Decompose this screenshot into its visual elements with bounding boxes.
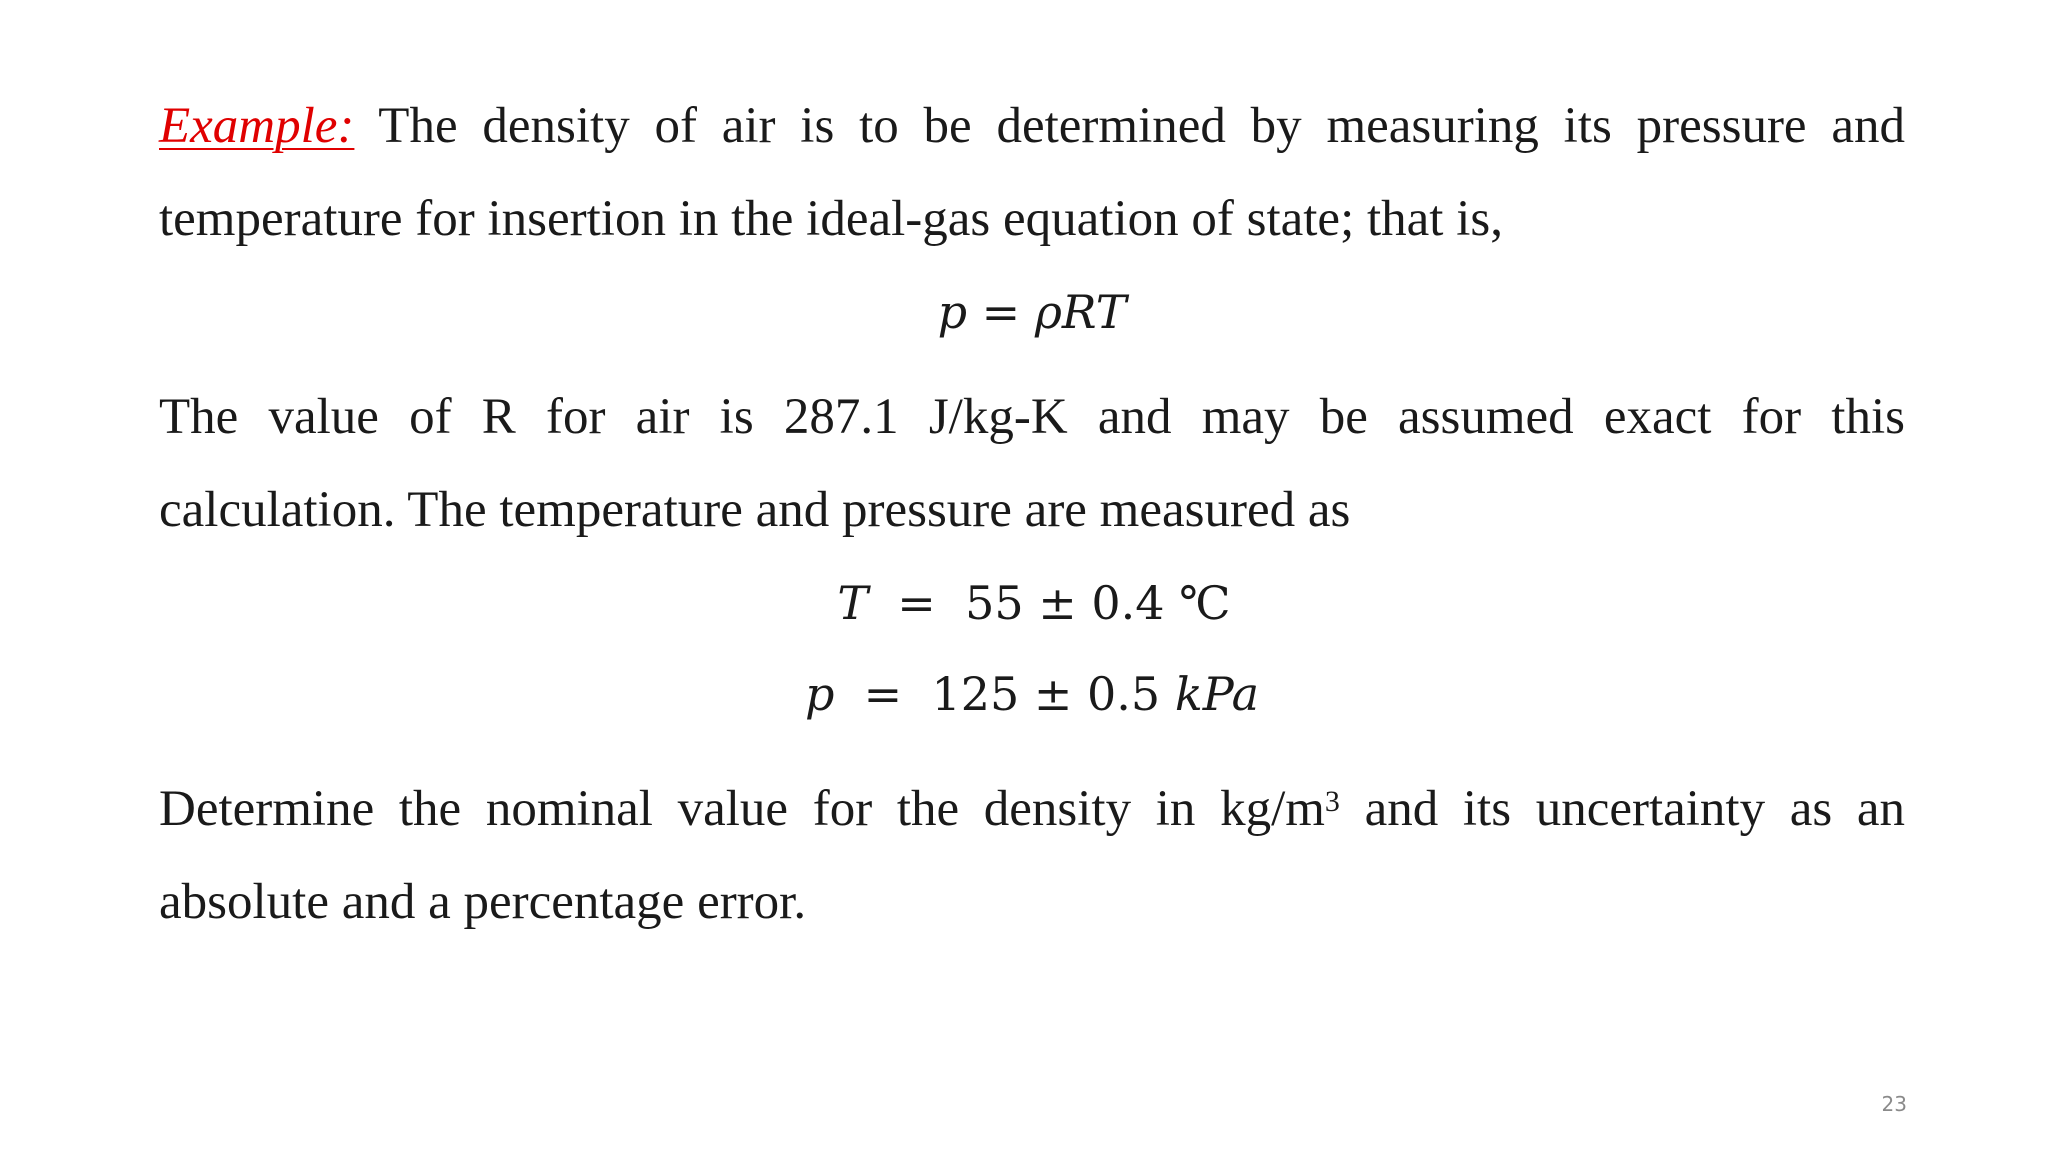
pressure-symbol: p (804, 667, 835, 721)
question-paragraph (159, 763, 1905, 949)
r-value-paragraph (159, 371, 1905, 557)
temperature-equals: = (868, 576, 966, 630)
superscript-three: 3 (1324, 785, 1340, 818)
question-line-2: absolute and a percentage error. (159, 874, 807, 930)
temperature-equation (159, 557, 1905, 650)
spacer (159, 359, 1905, 371)
equation-lhs: p (937, 285, 968, 339)
ideal-gas-equation (159, 266, 1905, 359)
temperature-value: 55 ± 0.4 ℃ (965, 576, 1231, 630)
example-paragraph (159, 80, 1905, 266)
r-value-line-2: calculation. The temperature and pressure are measured as (159, 482, 1351, 538)
question-line-1 (159, 763, 1905, 856)
example-line-2: temperature for insertion in the ideal-gas equation of state; that is, (159, 191, 1503, 247)
temperature-symbol: T (837, 576, 869, 630)
equation-equals: = (967, 285, 1035, 339)
pressure-unit: kPa (1174, 667, 1260, 721)
equation-rhs: ρRT (1034, 285, 1127, 339)
pressure-equals: = (834, 667, 932, 721)
example-line-1-text: The density of air is to be determined by measuring its pressure and (378, 98, 1905, 154)
page-number: 23 (1881, 1092, 1907, 1116)
example-label: Example: (159, 98, 355, 154)
r-value-line-1: The value of R for air is 287.1 J/kg-K and may be assumed exact for this (159, 389, 1905, 445)
question-line-1-after: and its uncertainty as an (1339, 781, 1906, 837)
spacer (159, 741, 1905, 763)
question-line-1-before: Determine the nominal value for the density in kg/m (159, 781, 1325, 837)
example-line-1 (159, 80, 1905, 173)
pressure-equation (159, 648, 1905, 741)
slide-content (159, 80, 1905, 949)
pressure-value: 125 ± 0.5 (931, 667, 1175, 721)
